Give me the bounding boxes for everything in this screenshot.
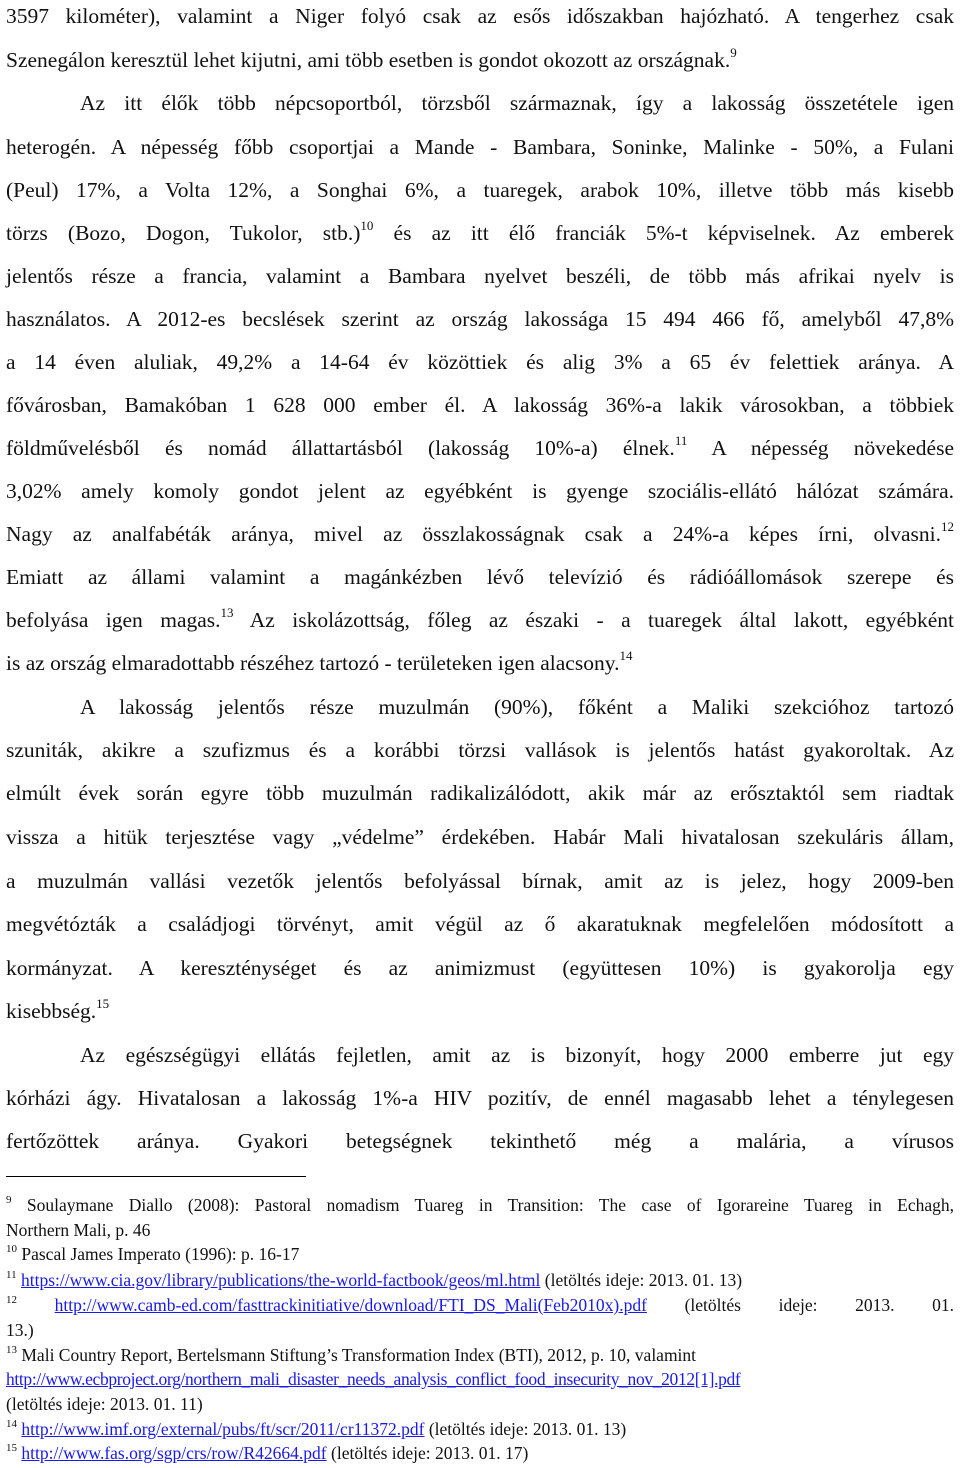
footnote-14	[6, 1418, 954, 1440]
paragraph-line	[6, 477, 954, 505]
footnote-ref-9[interactable]: 9	[730, 45, 737, 60]
footnote-12	[6, 1294, 954, 1316]
text-run: földművelésből és nomád állattartásból (lakosság 10%-a) élnek.	[6, 436, 675, 460]
paragraph-line	[6, 2, 954, 30]
footnote-text: Mali Country Report, Bertelsmann Stiftung’s Transformation Index (BTI), 2012, p. 10, valamint	[17, 1345, 697, 1365]
text-run: elmúlt évek során egyre több muzulmán radikalizálódott, akik már az erősztaktól sem riadtak	[6, 781, 954, 805]
footnote-text: (letöltés ideje: 2013. 01. 13)	[424, 1419, 627, 1439]
footnote-13	[6, 1344, 954, 1366]
text-run: heterogén. A népesség főbb csoportjai a Mande - Bambara, Soninke, Malinke - 50%, a Fulani	[6, 135, 954, 159]
footnote-number: 13	[6, 1344, 17, 1356]
text-run: a muzulmán vallási vezetők jelentős befolyással bírnak, amit az is jelez, hogy 2009-ben	[6, 869, 954, 893]
text-run: fővárosban, Bamakóban 1 628 000 ember él. A lakosság 36%-a lakik városokban, a többiek	[6, 393, 954, 417]
text-run: Szenegálon keresztül lehet kijutni, ami több esetben is gondot okozott az országnak.	[6, 48, 731, 72]
paragraph-line	[6, 910, 954, 938]
text-run: 3597 kilométer), valamint a Niger folyó csak az esős időszakban hajózható. A tengerhez csak	[6, 4, 954, 28]
footnote-ref-14[interactable]: 14	[619, 648, 633, 663]
text-run: vissza a hitük terjesztése vagy „védelme” érdekében. Habár Mali hivatalosan szekuláris állam,	[6, 825, 954, 849]
text-run: Emiatt az állami valamint a magánkézben lévő televízió és rádióállomások szerepe és	[6, 565, 954, 589]
footnote-link[interactable]: http://www.camb-ed.com/fasttrackinitiative/download/FTI_DS_Mali(Feb2010x).pdf	[54, 1295, 647, 1315]
paragraph-line	[6, 89, 954, 117]
text-run: kormányzat. A kereszténységet és az animizmust (együttesen 10%) is gyakorolja egy	[6, 956, 954, 980]
paragraph-line	[6, 649, 954, 677]
footnote-text: Northern Mali, p. 46	[6, 1220, 151, 1240]
footnote-text: (letöltés ideje: 2013. 01. 13)	[540, 1270, 743, 1290]
footnote-13-link	[6, 1368, 954, 1390]
text-run: Az iskolázottság, főleg az északi - a tuaregek által lakott, egyébként	[233, 608, 954, 632]
text-run: törzs (Bozo, Dogon, Tukolor, stb.)	[6, 221, 361, 245]
paragraph-line	[6, 262, 954, 290]
footnote-ref-13[interactable]: 13	[220, 605, 234, 620]
footnote-number: 15	[6, 1442, 17, 1454]
text-run: 3,02% amely komoly gondot jelent az egyébként is gyenge szociális-ellátó hálózat számára.	[6, 479, 954, 503]
text-run: kórházi ágy. Hivatalosan a lakosság 1%-a HIV pozitív, de ennél magasabb lehet a ténylegesen	[6, 1086, 954, 1110]
paragraph-line	[6, 867, 954, 895]
text-run: a 14 éven aluliak, 49,2% a 14-64 év közöttiek és alig 3% a 65 év felettiek aránya. A	[6, 350, 954, 374]
footnote-9-cont	[6, 1219, 954, 1241]
footnote-link[interactable]: http://www.fas.org/sgp/crs/row/R42664.pdf	[21, 1443, 327, 1463]
footnote-ref-15[interactable]: 15	[96, 996, 110, 1011]
paragraph-line	[6, 391, 954, 419]
paragraph-line	[6, 133, 954, 161]
footnote-link[interactable]: http://www.ecbproject.org/northern_mali_disaster_needs_analysis_conflict_food_insecurity_nov_2012[1].pdf	[6, 1369, 741, 1389]
text-run: és az itt élő franciák 5%-t képviselnek. Az emberek	[373, 221, 955, 245]
paragraph-line	[6, 46, 954, 74]
footnote-15	[6, 1442, 954, 1464]
paragraph-line	[6, 606, 954, 634]
footnote-link[interactable]: http://www.imf.org/external/pubs/ft/scr/2011/cr11372.pdf	[21, 1419, 425, 1439]
paragraph-line	[6, 219, 954, 247]
paragraph-line	[6, 997, 954, 1025]
footnote-link[interactable]: https://www.cia.gov/library/publications/the-world-factbook/geos/ml.html	[20, 1270, 541, 1290]
paragraph-line	[6, 693, 954, 721]
footnote-10	[6, 1243, 954, 1265]
text-run: A lakosság jelentős része muzulmán (90%), főként a Maliki szekcióhoz tartozó	[80, 695, 954, 719]
paragraph-line	[6, 305, 954, 333]
footnote-text: 13.)	[6, 1320, 34, 1340]
paragraph-line	[6, 736, 954, 764]
footnote-number: 14	[6, 1418, 17, 1430]
footnote-separator	[6, 1176, 306, 1177]
text-run: (Peul) 17%, a Volta 12%, a Songhai 6%, a tuaregek, arabok 10%, illetve több más kisebb	[6, 178, 954, 202]
paragraph-line	[6, 823, 954, 851]
paragraph-line	[6, 1084, 954, 1112]
text-run: is az ország elmaradottabb részéhez tartozó - területeken igen alacsony.	[6, 651, 620, 675]
footnote-number: 12	[6, 1294, 17, 1306]
footnote-text: (letöltés ideje: 2013. 01. 11)	[6, 1394, 203, 1414]
footnote-text: (letöltés ideje: 2013. 01.	[646, 1295, 954, 1315]
footnote-ref-11[interactable]: 11	[674, 433, 688, 448]
paragraph-line	[6, 954, 954, 982]
footnote-number: 11	[6, 1269, 17, 1281]
paragraph-line	[6, 520, 954, 548]
paragraph-line	[6, 1041, 954, 1069]
footnote-text: (letöltés ideje: 2013. 01. 17)	[326, 1443, 529, 1463]
footnote-11	[6, 1269, 954, 1291]
text-run: Az itt élők több népcsoportból, törzsből származnak, így a lakosság összetétele igen	[80, 91, 954, 115]
footnote-12-cont	[6, 1319, 954, 1341]
text-run: jelentős része a francia, valamint a Bambara nyelvet beszéli, de több más afrikai nyelv is	[6, 264, 954, 288]
footnote-ref-10[interactable]: 10	[360, 218, 374, 233]
paragraph-line	[6, 563, 954, 591]
footnote-9	[6, 1194, 954, 1216]
paragraph-line	[6, 434, 954, 462]
paragraph-line	[6, 176, 954, 204]
footnote-text: Pascal James Imperato (1996): p. 16-17	[17, 1244, 300, 1264]
footnote-number: 9	[6, 1194, 12, 1206]
text-run: megvétózták a családjogi törvényt, amit végül az ő akaratuknak megfelelően módosított a	[6, 912, 954, 936]
footnote-ref-12[interactable]: 12	[941, 519, 954, 534]
paragraph-line	[6, 1127, 954, 1155]
text-run: szuniták, akikre a szufizmus és a korábbi törzsi vallások is jelentős hatást gyakoroltak. Az	[6, 738, 954, 762]
footnote-13-cont	[6, 1393, 954, 1415]
text-run: fertőzöttek aránya. Gyakori betegségnek tekinthető még a malária, a vírusos	[6, 1129, 954, 1153]
text-run: használatos. A 2012-es becslések szerint az ország lakossága 15 494 466 fő, amelyből 47,8%	[6, 307, 954, 331]
text-run: befolyása igen magas.	[6, 608, 221, 632]
text-run: kisebbség.	[6, 999, 97, 1023]
paragraph-line	[6, 348, 954, 376]
text-run: Nagy az analfabéták aránya, mivel az összlakosságnak csak a 24%-a képes írni, olvasni.	[6, 522, 941, 546]
text-run: Az egészségügyi ellátás fejletlen, amit az is bizonyít, hogy 2000 emberre jut egy	[80, 1043, 954, 1067]
text-run: A népesség növekedése	[687, 436, 954, 460]
footnote-text: Soulaymane Diallo (2008): Pastoral nomadism Tuareg in Transition: The case of Igorareine Tuareg in Echagh,	[11, 1195, 954, 1215]
footnote-number: 10	[6, 1243, 17, 1255]
paragraph-line	[6, 779, 954, 807]
